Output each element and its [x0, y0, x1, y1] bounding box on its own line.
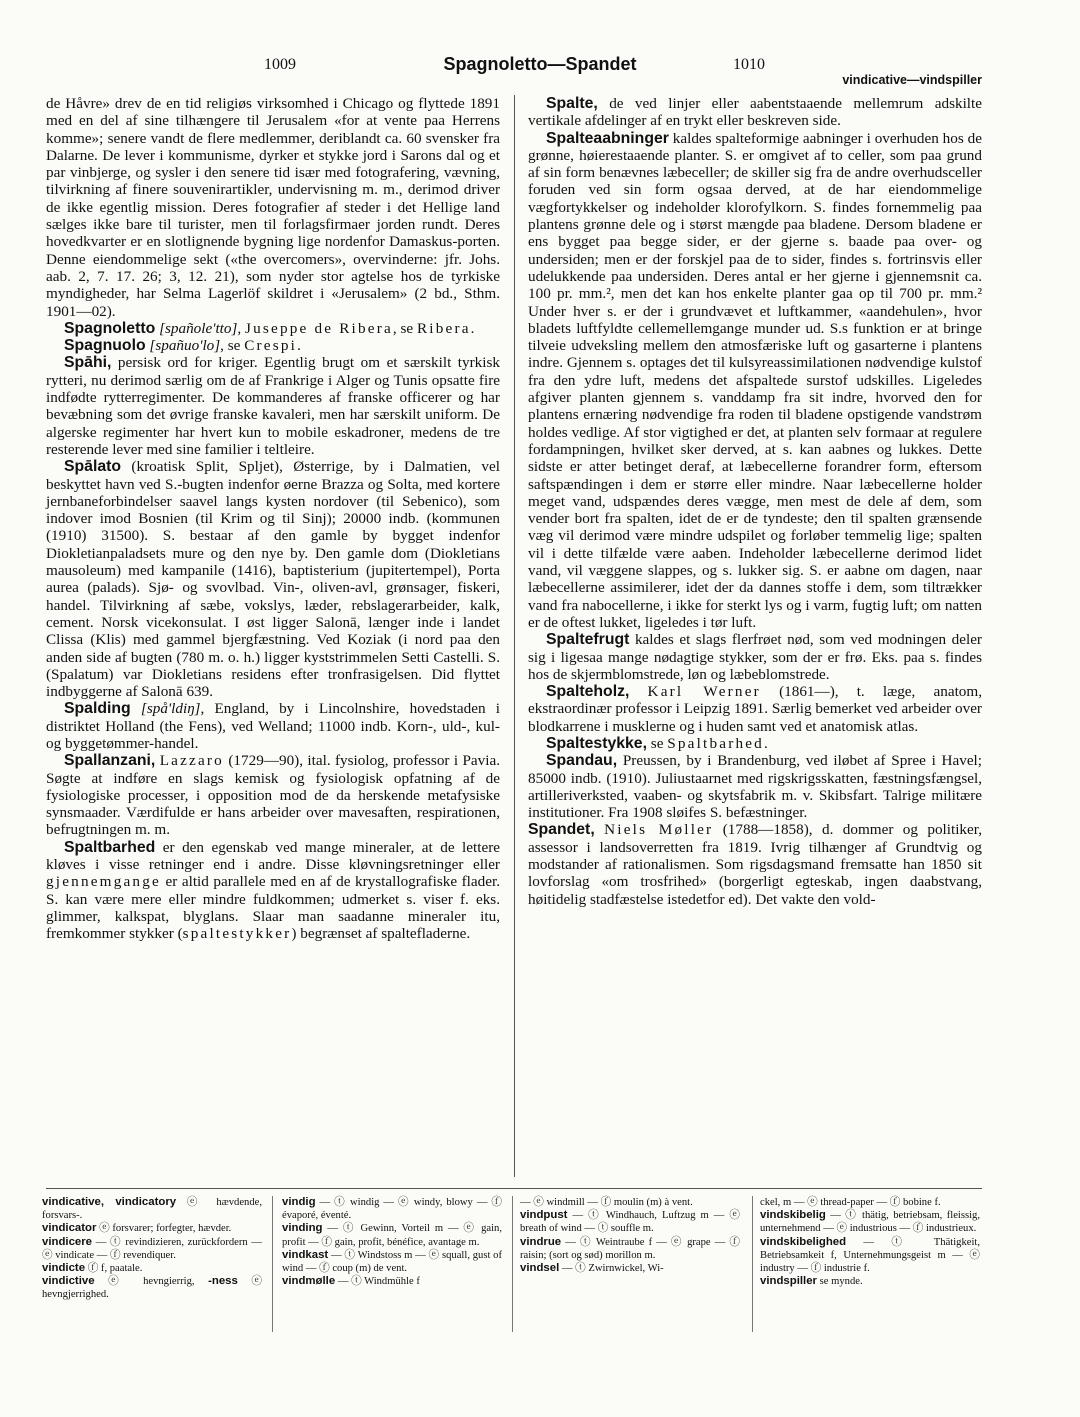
dictionary-entry: [46, 700, 500, 752]
entry-text: ⓕ f, paatale.: [85, 1263, 143, 1275]
entry-text: (1788—1858), d. dommer og politiker, assessor i landsoverretten fra 1819. Ivrig tilhænger af Grundtvig og modstander af rationalismen. Som rigsdagsmand fremsatte han 1850 sit lovforslag «om trosfrihed» (borgerligt egteskab, ingen daabstvang, høitidelig stadfæstelse istedetfor ed). Det vakte den vold-: [528, 821, 983, 908]
dictionary-entry: [46, 752, 500, 838]
entry-text: [131, 700, 141, 717]
glossary-entry: [520, 1209, 740, 1235]
entry-text: se mynde.: [816, 1276, 863, 1288]
entry-text: — ⓣ Windstoss m — ⓔ squall, gust of wind — ⓕ coup (m) de vent.: [282, 1249, 502, 1275]
dictionary-entry: [528, 821, 982, 907]
glossary-divider: [512, 1196, 513, 1332]
headword: Spālato: [64, 458, 122, 476]
entry-text: .: [763, 734, 768, 752]
glossary-column-2: [282, 1196, 502, 1288]
headword: Spalteholz,: [546, 683, 630, 701]
dictionary-entry: [46, 839, 500, 943]
glossary-entry: [282, 1275, 502, 1288]
headword: vindkast: [282, 1248, 329, 1261]
headword: Spāhi,: [64, 354, 112, 372]
page-number-left: 1009: [264, 56, 296, 73]
glossary-guide-words: vindicative—vindspiller: [842, 73, 982, 87]
entry-text: kaldes spalteformige aabninger i overhuden hos de grønne, høierestaaende planter. S. er omgivet af to celler, som paa grund af sin form benævnes læbeceller; de skiller sig fra de andre overhudsceller foruden ved sin form ogsaa derved, at de har eiendommelige vægfortykkelser og indeholder klorofylkorn. S. findes fornemmelig paa plantens grønne dele og i størst mængde paa bladene. Dersom bladene er ens bygget paa begge sider, er der gjerne s. baade paa over- og undersiden; men er der forskjel paa de to sider, findes s. fortrinsvis eller udelukkende paa undersiden. Deres antal er her gjerne i gjennemsnit ca. 100 pr. mm.², men det kan hos enkelte planter gaa op til 700 pr. mm.² Under hver s. er der i grundvævet et luftkammer, «aandehulen», hvor bladets luftfyldte cellemellemgange munder ud. S.s funktion er at bringe tilveie udveksling mellem den atmosfæriske luft og gasarterne i plantens indre. Gjennem s. optages det til kulsyreassimilationen nødvendige kulstof fra den ydre luft, medens det afspaltede surstof udskilles. Ligeledes afgiver planten gjennem s. vanddamp fra sit indre, hvorved den for plantens ernæring nødvendige fra roden til bladene opstigende vandstrøm holdes vedlige. Af stor vigtighed er det, at planten selv formaar at regulere fordampningen, hvilket sker derved, at s. kan aabnes og lukkes. Dette sidste er atter betinget deraf, at læbecellerne forandrer form, eftersom saftspændingen i dem er større eller mindre. Naar læbecellerne holder meget vand, udspændes deres vægge, men mest de dele af dem, som vender bort fra spalten, idet de er de tyndeste; den til spalten grænsende væg vil derimod være mindre udspilet og forløber temmelig lige; spalten vil i dette tilfælde være aaben. Indeholder læbecellerne derimod lidet vand, vil væggene slappes, og s. lukker sig. S. er aabne om dagen, naar læbecellerne assimilerer, idet der da dannes stoffe i dem, som tiltrækker vand fra nabocellerne, i ikke for sterkt lys og i varm, fugtig luft; om natten er de oftest lukket, ligeledes i tør luft.: [528, 129, 982, 631]
entry-text: — ⓣ Zwirnwickel, Wi-: [559, 1263, 664, 1275]
glossary-entry: [520, 1236, 740, 1262]
headword: Spagnuolo: [64, 337, 146, 355]
headword: Spaltestykke,: [546, 734, 647, 752]
entry-text: gjennemgange: [46, 873, 161, 891]
entry-text: — ⓣ Windhauch, Luftzug m — ⓔ breath of wind — ⓣ souffle m.: [520, 1210, 740, 1235]
entry-text: se: [646, 734, 668, 752]
right-column: [528, 95, 982, 908]
entry-text: ⓔ hevngjerrighed.: [42, 1276, 262, 1301]
entry-text: persisk ord for kriger. Egentlig brugt om et særskilt tyrkisk rytteri, nu derimod særlig om de af Frankrige i Alger og Tunis opsatte fire indfødte rytterregimenter. De kommanderes af franske officerer og har bevæbning som det øvrige franske kavaleri, men har særskilt uniform. De algerske regimenter har hvert kun to mobile eskadroner, medens de tre resterende lever med sine familier i teltleire.: [46, 354, 500, 458]
headword: Spagnoletto: [64, 319, 156, 337]
glossary-column-4: [760, 1196, 980, 1288]
glossary-divider: [272, 1196, 273, 1332]
dictionary-entry: [528, 631, 982, 683]
headword: vindicative, vindicatory: [42, 1196, 177, 1208]
entry-text: .: [297, 337, 301, 355]
headword: vindskibelig: [760, 1209, 826, 1222]
headword: vindmølle: [282, 1275, 336, 1288]
entry-text: — ⓣ Gewinn, Vorteil m — ⓔ gain, profit — ⓕ gain, profit, bénéfice, avantage m.: [282, 1223, 502, 1248]
dictionary-entry: [46, 320, 500, 337]
headword: vindskibelighed: [760, 1235, 847, 1248]
dictionary-entry: [528, 130, 982, 632]
dictionary-entry: [46, 95, 500, 320]
headword: vindsel: [520, 1262, 560, 1275]
footer-divider: [46, 1188, 982, 1189]
dictionary-entry: [528, 95, 982, 130]
entry-text: Juseppe de Ribera: [245, 319, 393, 337]
glossary-column-3: [520, 1196, 740, 1275]
entry-text: — ⓣ Windmühle f: [335, 1276, 420, 1288]
dictionary-entry: [528, 752, 982, 821]
entry-text: er altid parallele med en af de krystallografiske flader. S. kan være mere eller mindre fuldkommen; udmerket s. viser f. eks. glimmer, kalkspat, blyglans. Slaar man saadanne mineraler itu, fremkommer stykker (: [46, 873, 500, 943]
entry-text: , England, by i Lincolnshire, hovedstaden i distriktet Holland (the Fens), ved Welland; 11000 indb. Korn-, uld-, kul- og byggetømmer-handel.: [46, 700, 501, 752]
headword: -ness: [208, 1275, 238, 1288]
headword: vindictive: [42, 1275, 95, 1288]
dictionary-entry: [46, 458, 500, 700]
entry-text: , se: [392, 319, 417, 337]
dictionary-entry: [528, 683, 982, 735]
glossary-entry: [282, 1196, 502, 1222]
glossary-entry: [42, 1222, 262, 1235]
entry-text: [629, 683, 647, 700]
page-number-right: 1010: [733, 56, 765, 73]
headword: vinding: [282, 1222, 323, 1235]
headword: Spandau,: [546, 752, 618, 770]
entry-text: de Håvre» drev de en tid religiøs virksomhed i Chicago og flyttede 1891 med en del af sine tilhængere til Jerusalem «for at vente paa Herrens komme»; senere vandt de flere medlemmer, deriblandt ca. 60 svensker fra Dalarne. De lever i kommunisme, dyrker et stykke jord i Sarons dal og et par vinbjerge, og sysler i den senere tid især med fotografering, vævning, tilvirkning af finere souvenirartikler, undervisning m. m., derimod driver de ikke egentlig mission. Deres fotografier af steder i det Hellige land sælges ikke bare til turister, men til forlagsfirmaer jorden rundt. Deres hovedkvarter er en slotlignende bygning lige nordenfor Damaskus-porten. Denne eiendommelige sekt («the overcomers», overvinderne: jfr. Johs. aab. 2, 7. 17. 26; 3, 12. 21), som nyder stor agtelse hos de tyrkiske myndigheder, har Selma Lagerlöf skildret i «Jerusalem» (2 bd., Sthm. 1901—02).: [46, 95, 500, 320]
headword: Spalding: [64, 700, 131, 718]
entry-text: (kroatisk Split, Spljet), Østerrige, by i Dalmatien, vel beskyttet havn ved S.-bugten indenfor øerne Brazza og Solta, med kortere jernbaneforbindelser saavel langs kysten nordover (til Sebenico), som indover imod Bosnien (til Krim og til Sinj); 20000 indb. (kommunen (1910) 31500). S. bestaar af den gamle by bygget indenfor Diokletianpaladsets mure og den nye by. Den gamle dom (Diokletians mausoleum) med kampanile (1416), baptisterium (jupitertempel), Porta aurea (palads). Sjø- og svovlbad. Vin-, oliven-avl, grønsager, fiskeri, handel. Tilvirkning af sæbe, vokslys, læder, rebslagerarbeider, kalk, cement. Norsk vicekonsulat. I øst ligger Salonā, længer inde i landet Clissa (Klis) med gammel bjergfæstning. Ved Koziak (i nord paa den anden side af bugten (780 m. o. h.) ligger kyststrimmelen Setti Castelli. S. (Spalatum) var Diokletians residens efter tronfrasigelsen. Did flyttet indbyggerne af Salonā 639.: [46, 458, 500, 701]
entry-text: Niels Møller: [604, 821, 714, 839]
glossary-entry: [282, 1222, 502, 1248]
entry-text: spaltestykker: [182, 925, 292, 943]
headword: vindicere: [42, 1235, 93, 1248]
entry-text: , se: [220, 337, 245, 355]
glossary-entry: [42, 1262, 262, 1275]
entry-text: ⓔ hævdende, forsvars-.: [42, 1197, 262, 1222]
entry-text: — ⓣ Thätigkeit, Betriebsamkeit f, Unternehmungsgeist m — ⓔ industry — ⓕ industrie f.: [760, 1236, 980, 1275]
glossary-entry: [282, 1249, 502, 1275]
headword: Spaltefrugt: [546, 631, 630, 649]
entry-text: Lazzaro: [159, 752, 224, 770]
entry-text: [spå'ldiŋ]: [140, 700, 201, 718]
entry-text: — ⓣ thätig, betriebsam, fleissig, unternehmend — ⓔ industrious — ⓕ industrieux.: [760, 1210, 980, 1235]
entry-text: [spañuo'lo]: [149, 337, 221, 355]
left-column: [46, 95, 500, 943]
headword: vindig: [282, 1196, 316, 1208]
dictionary-entry: [46, 337, 500, 354]
headword: Spaltbarhed: [64, 838, 156, 856]
entry-text: [spañole'tto]: [159, 319, 238, 337]
entry-text: .: [470, 319, 475, 337]
glossary-entry: [42, 1236, 262, 1262]
dictionary-entry: [46, 354, 500, 458]
glossary-divider: [752, 1196, 753, 1332]
column-divider: [514, 95, 515, 1177]
entry-text: — ⓣ windig — ⓔ windy, blowy — ⓕ évaporé, éventé.: [282, 1197, 502, 1222]
entry-text: kaldes et slags flerfrøet nød, som ved modningen deler sig i ligesaa mange nødagtige stykker, som der er frø. Eks. paa s. findes hos de skjermblomstrede, løn og læbeblomstrede.: [528, 631, 982, 683]
glossary-entry: [520, 1262, 740, 1275]
entry-text: Preussen, by i Brandenburg, ved iløbet af Spree i Havel; 85000 indb. (1910). Juliustaarnet med rigskrigsskatten, fæstningsfængsel, artilleriverksted, vaaben- og skytsfabrik m. v. Skibsfart. Talrige militære institutioner. Fra 1908 sløifes S. befæstninger.: [528, 752, 982, 822]
headword: vindicator: [42, 1222, 97, 1235]
entry-text: ) begrænset af spaltefladerne.: [291, 925, 471, 943]
entry-text: — ⓣ Weintraube f — ⓔ grape — ⓕ raisin; (sort og sød) morillon m.: [520, 1236, 740, 1261]
headword: vindspiller: [760, 1275, 817, 1288]
headword: vindicte: [42, 1262, 86, 1275]
entry-text: er den egenskab ved mange mineraler, at de lettere kløves i visse retninger end i andre. Disse kløvningsretninger eller: [46, 838, 500, 874]
glossary-entry: [760, 1275, 980, 1288]
page-title: Spagnoletto—Spandet: [443, 54, 637, 74]
glossary-entry: [760, 1209, 980, 1235]
headword: Spalte,: [546, 95, 598, 112]
entry-text: ckel, m — ⓔ thread-paper — ⓕ bobine f.: [760, 1197, 941, 1208]
entry-text: Karl Werner: [647, 683, 761, 701]
entry-text: [595, 821, 604, 838]
headword: Spallanzani,: [64, 752, 156, 770]
headword: vindpust: [520, 1209, 568, 1222]
glossary-entry: [520, 1196, 740, 1209]
glossary-entry: [42, 1275, 262, 1301]
entry-text: ,: [237, 319, 246, 337]
entry-text: (1729—90), ital. fysiolog, professor i Pavia. Søgte at indføre en slags kemisk og fysiologisk opfatning af de fysiologiske processer, i opposition mod de da herskende metafysiske synsmaader. Værdifulde er hans arbeider over mavesaften, respirationen, befrugtningen m. m.: [46, 752, 500, 839]
dictionary-entry: [528, 735, 982, 752]
entry-text: Ribera: [416, 319, 471, 337]
glossary-column-1: [42, 1196, 262, 1302]
headword: Spandet,: [528, 821, 595, 839]
glossary-entry: [760, 1196, 980, 1209]
headword: vindrue: [520, 1235, 562, 1248]
entry-text: de ved linjer eller aabentstaaende mellemrum adskilte vertikale afdelinger af en trykt eller beskreven side.: [528, 95, 982, 130]
headword: Spalteaabninger: [546, 129, 669, 147]
glossary-entry: [42, 1196, 262, 1222]
entry-text: Spaltbarhed: [667, 734, 764, 752]
entry-text: — ⓣ revindizieren, zurückfordern — ⓔ vindicate — ⓕ revendiquer.: [42, 1236, 262, 1261]
entry-text: ⓔ forsvarer; forfegter, hævder.: [96, 1223, 232, 1235]
entry-text: (1861—), t. læge, anatom, ekstraordinær professor i Leipzig 1891. Særlig bemerket ved arbeider over blodkarrene i musklerne og i huden samt ved et anatomisk atlas.: [528, 683, 982, 735]
entry-text: ⓔ hevngierrig,: [94, 1276, 209, 1288]
entry-text: Crespi: [244, 337, 298, 355]
glossary-entry: [760, 1236, 980, 1276]
entry-text: — ⓔ windmill — ⓕ moulin (m) à vent.: [520, 1197, 693, 1208]
